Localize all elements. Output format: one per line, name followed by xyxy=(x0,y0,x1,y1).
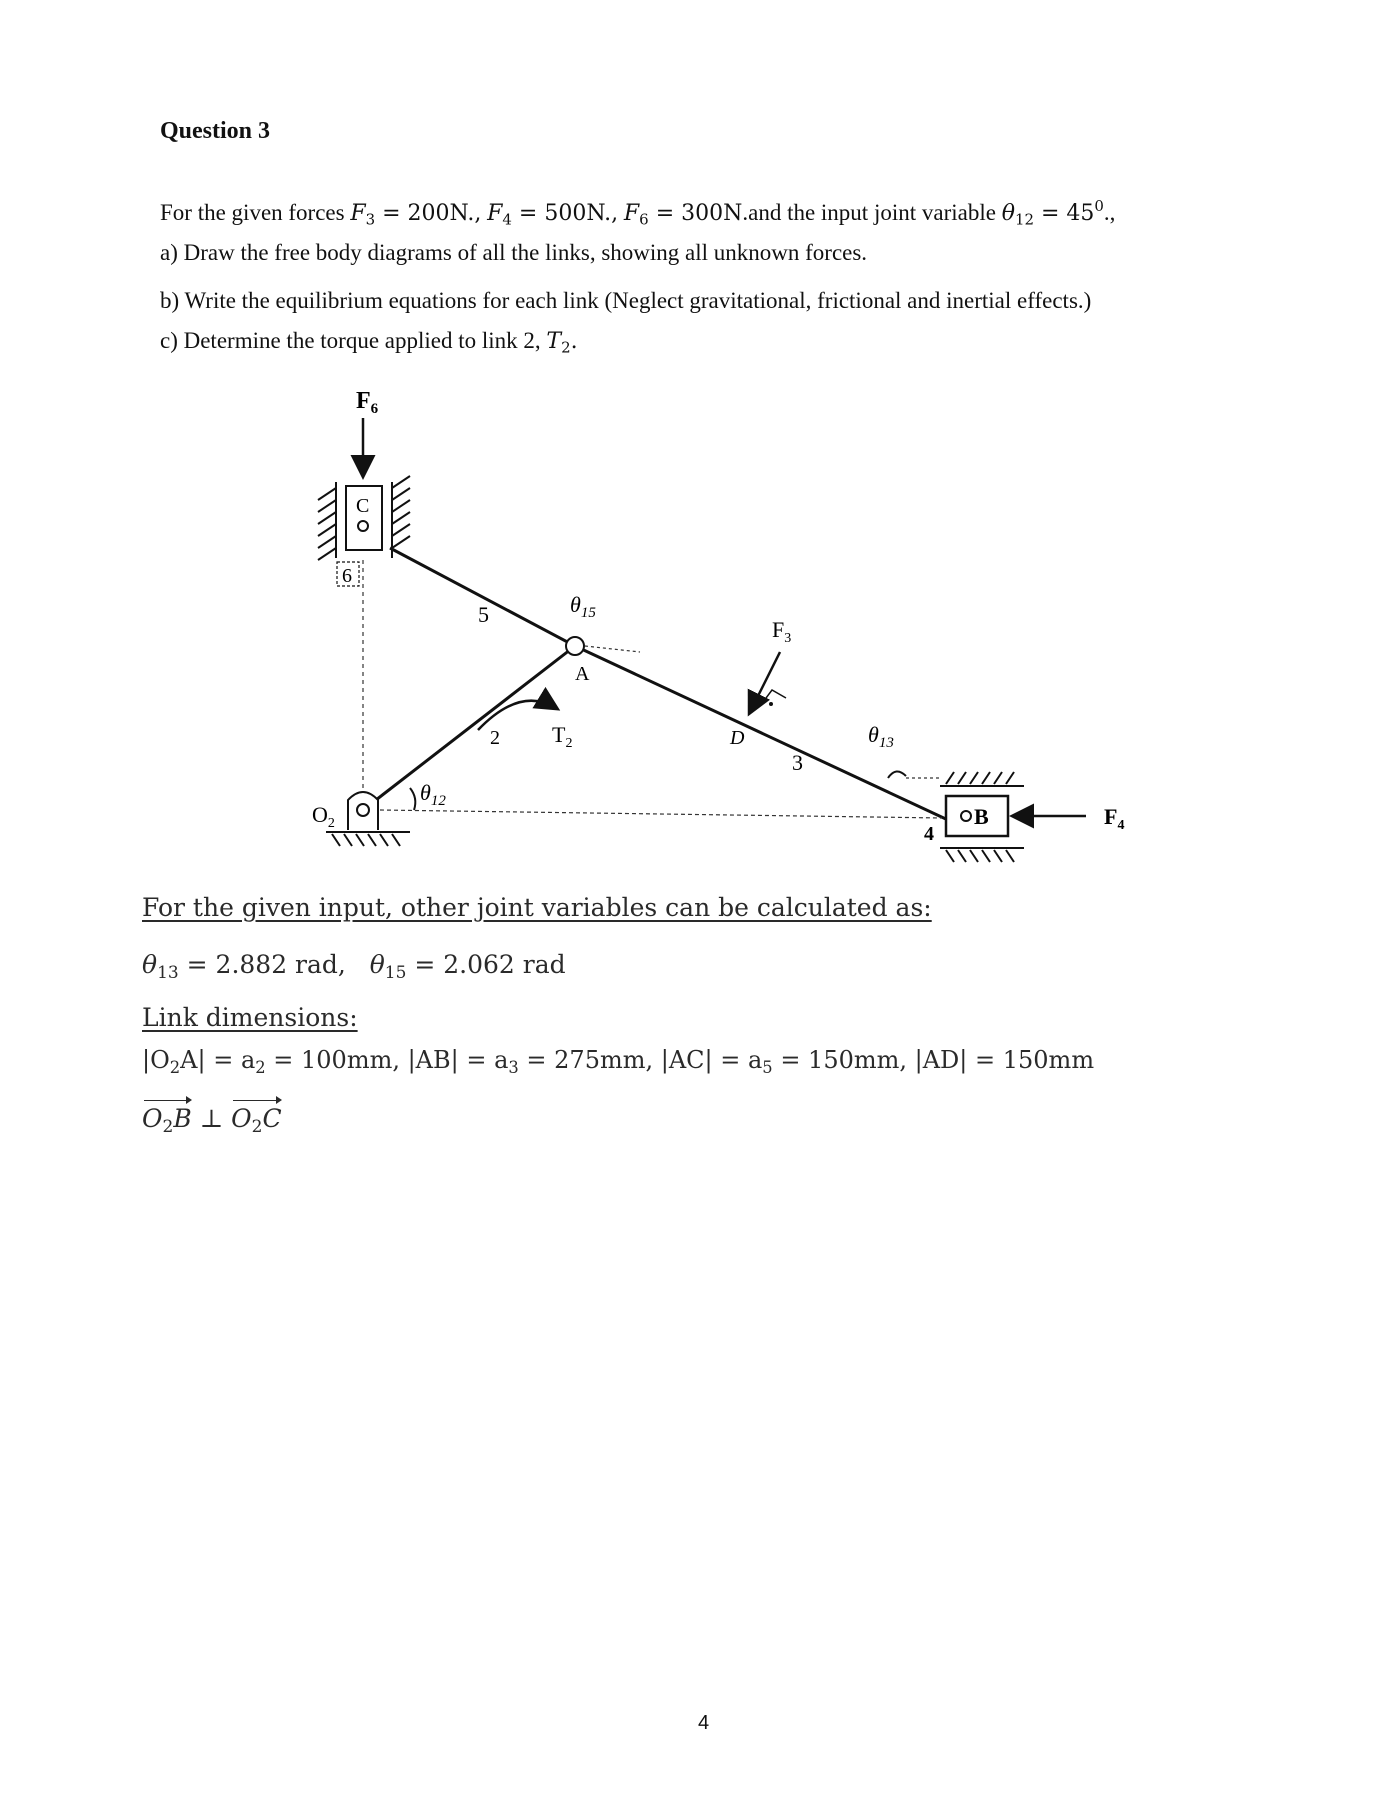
link-dimensions-heading: Link dimensions: xyxy=(142,1003,358,1032)
label-link3: 3 xyxy=(792,750,803,775)
label-f4: $F_4$ xyxy=(1104,804,1125,833)
page-number: 4 xyxy=(698,1712,710,1734)
link-dimensions: $|O_2A| = a_2 = 100mm$, $|AB| = a_3 = 275mm$, $|AC| = a_5 = 150mm$, |AD| = 150mm xyxy=(142,1046,1095,1077)
label-theta13: $\theta_{13}$ xyxy=(868,722,894,751)
label-t2: $T_2$ xyxy=(552,722,573,751)
perpendicular-vectors: $O_2B$ ⊥ $O_2C$ xyxy=(142,1104,282,1138)
label-theta12: $\theta_{12}$ xyxy=(420,780,446,809)
label-link2: 2 xyxy=(490,727,500,749)
label-f3: $F_3$ xyxy=(772,617,792,646)
part-a: a) Draw the free body diagrams of all the links, showing all unknown forces. xyxy=(160,240,868,265)
part-c: c) Determine the torque applied to link 2, $T_2$. xyxy=(160,328,578,357)
slider-b-top-guide xyxy=(940,772,1024,786)
pin-c xyxy=(358,521,368,531)
pin-b xyxy=(961,811,971,821)
label-f6: $F_6$ xyxy=(356,388,379,417)
vector-o2c: $O_2C$ xyxy=(231,1104,282,1138)
slider-c-left-wall xyxy=(318,482,336,560)
right-angle-mark xyxy=(760,690,786,706)
slider-c-right-wall xyxy=(392,476,410,558)
label-a: A xyxy=(575,663,590,685)
problem-intro: For the given forces $F_3 = 200N$., $F_4 = 500N$., $F_6 = 300N.and$ the input joint variable $\theta_{12} = 45^0$., xyxy=(160,197,1116,229)
label-b: B xyxy=(974,804,989,829)
link-2 xyxy=(363,646,575,810)
label-link6: 6 xyxy=(342,565,352,587)
label-link4: 4 xyxy=(924,823,934,845)
guide-line-o2b xyxy=(380,810,942,818)
pin-a xyxy=(566,637,584,655)
label-d: D xyxy=(730,727,745,749)
force-f3-arrow xyxy=(750,652,780,712)
given-heading: For the given input, other joint variables can be calculated as: xyxy=(142,893,932,922)
link-5 xyxy=(390,548,575,646)
link-3 xyxy=(575,646,948,820)
vector-o2b: $O_2B$ xyxy=(142,1104,192,1138)
label-theta15: $\theta_{15}$ xyxy=(570,592,596,621)
label-link5: 5 xyxy=(478,602,489,627)
label-c: C xyxy=(356,495,370,517)
part-b: b) Write the equilibrium equations for each link (Neglect gravitational, frictional and inertial effects.) xyxy=(160,288,1092,313)
ground-hatch-o2 xyxy=(326,832,410,846)
torque-t2-arrow xyxy=(478,701,556,730)
label-o2: $O_2$ xyxy=(312,802,335,831)
slider-b-bottom-guide xyxy=(940,848,1024,862)
question-title: Question 3 xyxy=(160,118,271,144)
joint-variables: $\theta_{13} = 2.882$ rad, $\theta_{15} = 2.062$ rad xyxy=(142,950,566,984)
